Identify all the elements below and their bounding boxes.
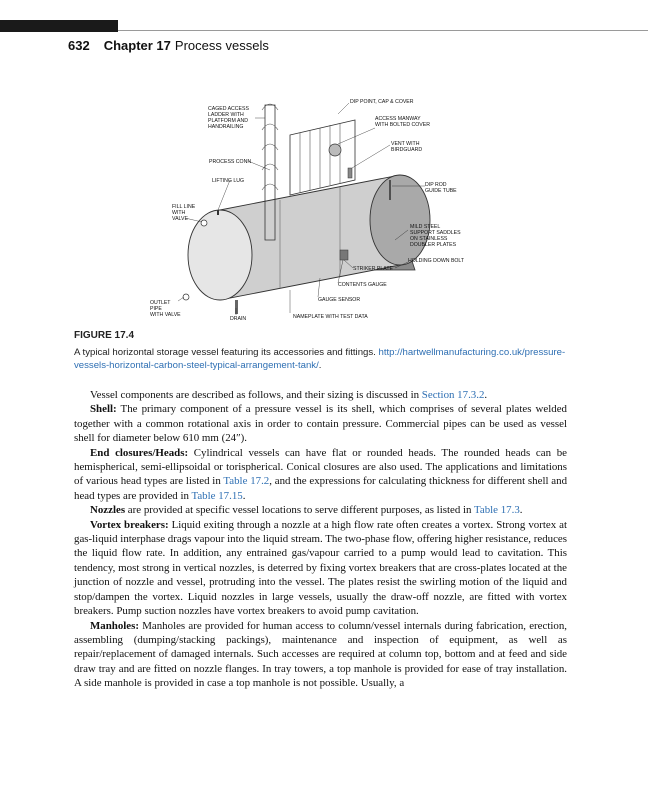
label-striker-plate: STRIKER PLATE <box>353 266 393 272</box>
right-head <box>370 175 430 265</box>
term-manholes: Manholes: <box>90 619 140 632</box>
table-ref-link[interactable]: Table 17.15 <box>191 489 243 502</box>
paragraph-shell <box>74 402 567 445</box>
paragraph-intro <box>74 388 567 402</box>
handrail <box>290 123 340 195</box>
manholes-text: Manholes are provided for human access to column/vessel internals during fabrication, erection, assembling (dumping/stacking packings), maintenance and inspection of equipment, as well as repair/replacement of damaged internals. Such accesses are required at column top, bottom and at feed and side draw tray and are fitted on nozzle flanges. In tray towers, a top manhole is provided for ease of tray installation. A side manhole is provided in case a top manhole is not possible. Usually, a <box>74 619 567 690</box>
term-nozzles: Nozzles <box>90 504 126 517</box>
table-ref-link[interactable]: Table 17.3 <box>473 504 520 517</box>
caption-text: A typical horizontal storage vessel featuring its accessories and fittings. <box>74 347 376 358</box>
shell-text: The primary component of a pressure vessel is its shell, which comprises of several plates welded together with a common rotational axis in order to contain pressure. Commercial pipes can be used as vessel shell for diameter below 610 mm (24″). <box>74 403 567 445</box>
figure-number: FIGURE 17.4 <box>74 330 135 341</box>
intro-end: . <box>484 389 488 401</box>
label-holding-bolt: HOLDING DOWN BOLT <box>408 258 465 264</box>
caption-link[interactable]: http://hartwellmanufacturing.co.uk/pressure-vessels-horizontal-carbon-steel-typical-arrangement-tank/ <box>74 347 566 371</box>
paragraph-closures <box>74 446 567 504</box>
label-dip-rod: DIP ROD <box>425 182 447 188</box>
chapter-number: Chapter 17 <box>103 38 171 53</box>
label-fill-line: FILL LINE <box>172 204 196 210</box>
ladder-hoops <box>262 104 278 190</box>
page-header <box>68 38 269 53</box>
label-drain: DRAIN <box>230 316 247 322</box>
label-access-manway: WITH BOLTED COVER <box>375 122 430 128</box>
paragraph-nozzles <box>74 503 567 517</box>
label-outlet: PIPE <box>150 306 162 312</box>
label-nameplate: NAMEPLATE WITH TEST DATA <box>293 314 368 320</box>
body-text <box>74 388 567 691</box>
term-closures: End closures/Heads: <box>90 446 189 459</box>
label-gauge-sensor: GAUGE SENSOR <box>318 297 361 303</box>
label-vent: VENT WITH <box>391 141 420 147</box>
closures-end: . <box>242 489 246 502</box>
header-rule <box>118 30 648 31</box>
caption-end: . <box>318 360 322 371</box>
label-saddles: DOUBLER PLATES <box>410 242 457 248</box>
contents-gauge <box>340 250 348 260</box>
chapter-title: Process vessels <box>174 38 269 53</box>
closures-text: , and the expressions for calculating thickness for different shell and head types are provided in <box>74 475 568 502</box>
vortex-text: Liquid exiting through a nozzle at a high flow rate often creates a vortex. Strong vortex at gas-liquid interphase drags vapour into the liquid stream. The two-phase flow, offering higher resistance, reduces the liquid flow rate. In addition, any entrained gas/vapour carried to a pump would lead to cavitation. This tendency, most strong in vertical nozzles, is deterred by fixing vortex breakers that are cross-plates located at the junction of nozzle and vessel, protruding into the vessel. The plates resist the swirling motion of the liquid and stop/dampen the vortex. Liquid nozzles in large vessels, usually the draw-off nozzle, are fitted with vortex breakers. Pump suction nozzles have vortex breakers to avoid pump cavitation. <box>74 518 567 618</box>
label-caged-access: CAGED ACCESS <box>208 106 249 112</box>
label-fill-line: VALVE <box>172 216 188 222</box>
paragraph-vortex <box>74 518 567 619</box>
intro-text: Vessel components are described as follows, and their sizing is discussed in <box>90 389 422 401</box>
label-caged-access: PLATFORM AND <box>208 118 248 124</box>
nozzles-text: are provided at specific vessel locations to serve different purposes, as listed in <box>125 504 474 517</box>
fill-valve <box>201 220 207 226</box>
label-access-manway: ACCESS MANWAY <box>375 116 421 122</box>
label-saddles: SUPPORT SADDLES <box>410 230 461 236</box>
label-caged-access: LADDER WITH <box>208 112 244 118</box>
left-head <box>188 210 252 300</box>
header-rule-block <box>0 20 118 32</box>
label-vent: BIRDGUARD <box>391 147 423 153</box>
table-ref-link[interactable]: Table 17.2 <box>223 475 270 488</box>
label-outlet: WITH VALVE <box>150 312 181 318</box>
label-saddles: MILD STEEL <box>410 224 441 230</box>
figure-caption <box>74 346 574 372</box>
term-vortex: Vortex breakers: <box>90 518 169 531</box>
page-number: 632 <box>68 38 90 53</box>
section-ref-link[interactable]: Section 17.3.2 <box>421 389 485 401</box>
paragraph-manholes <box>74 619 567 691</box>
label-saddles: ON STAINLESS <box>410 236 448 242</box>
vessel-figure <box>150 90 510 330</box>
label-contents-gauge: CONTENTS GAUGE <box>338 282 387 288</box>
vent <box>348 168 352 178</box>
manway <box>329 144 341 156</box>
label-dip-point: DIP POINT, CAP & COVER <box>350 99 414 105</box>
label-dip-rod: GUIDE TUBE <box>425 188 457 194</box>
nozzles-end: . <box>519 504 523 517</box>
label-outlet: OUTLET <box>150 300 171 306</box>
label-lifting-lug: LIFTING LUG <box>212 178 244 184</box>
term-shell: Shell: <box>90 403 117 416</box>
label-caged-access: HANDRAILING <box>208 124 244 130</box>
closures-text: Cylindrical vessels can have flat or rounded heads. The rounded heads can be hemispherical, semi-ellipsoidal or torispherical. Conical closures are also used. The applications and limitations of various head types are listed in <box>74 446 567 488</box>
drain <box>235 300 238 314</box>
label-process-conn: PROCESS CONN <box>209 159 252 165</box>
label-fill-line: WITH <box>172 210 186 216</box>
